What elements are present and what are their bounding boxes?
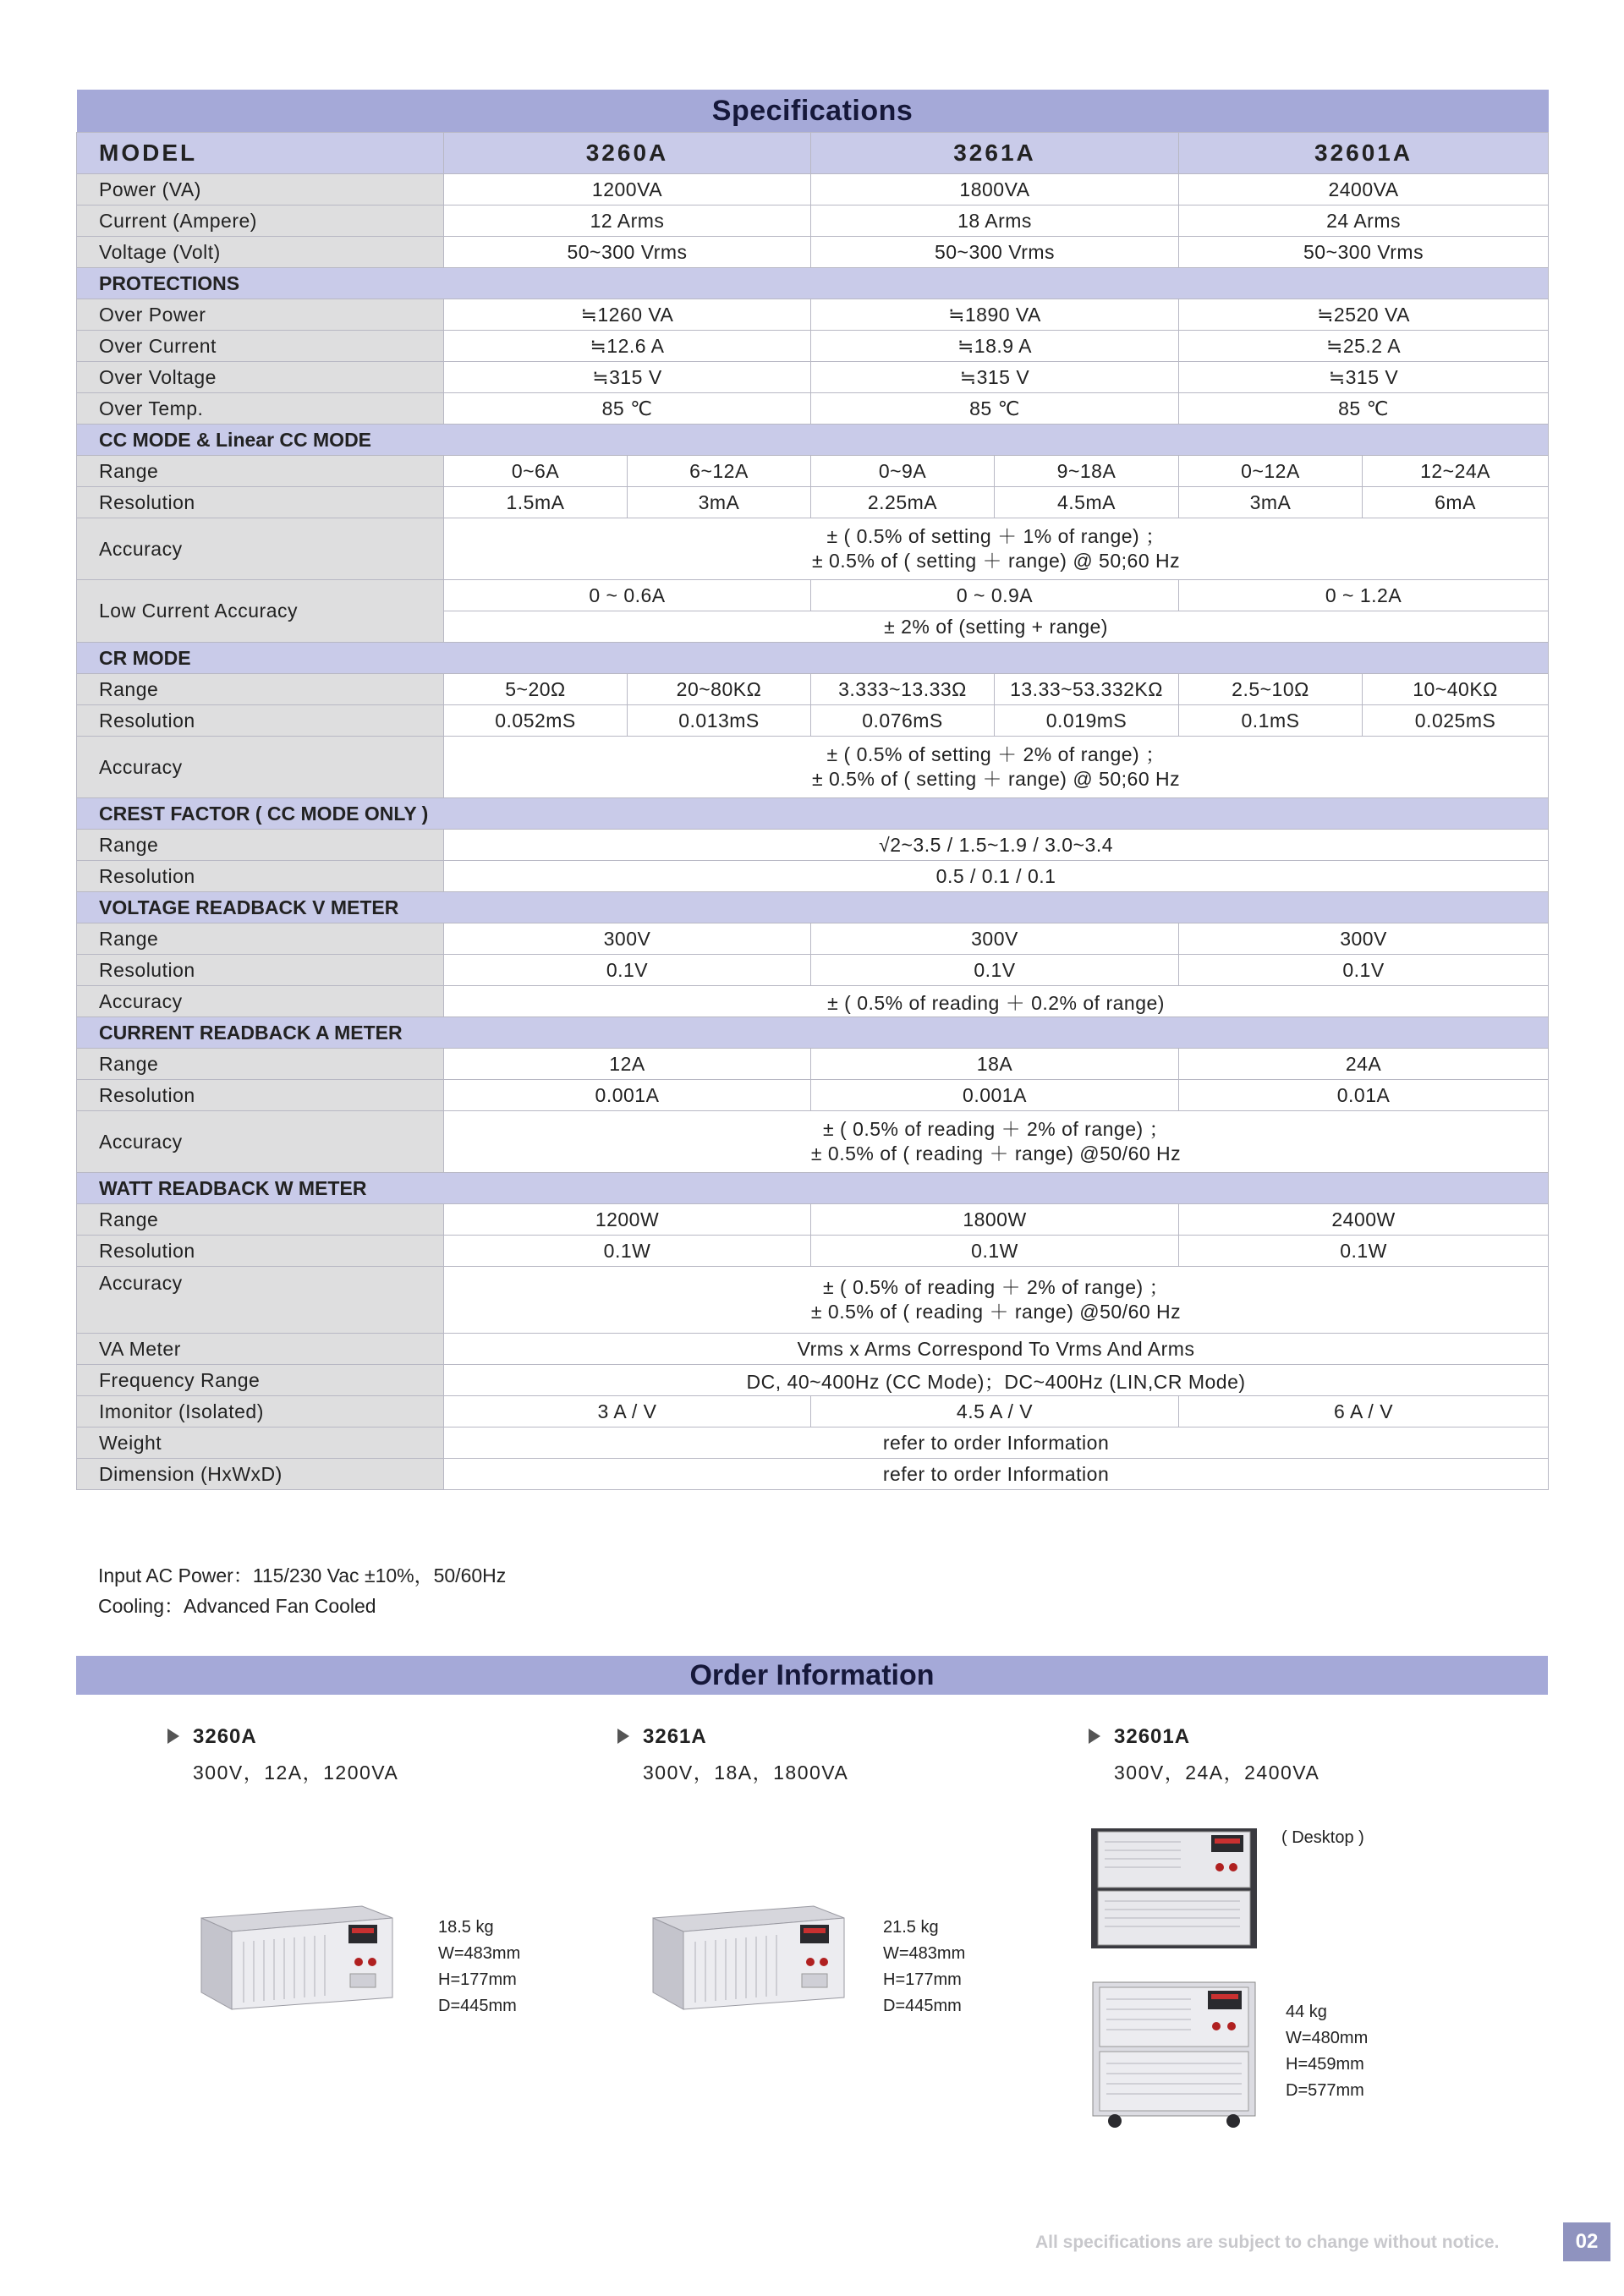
model-row xyxy=(77,133,1549,174)
depth-text: D=577mm xyxy=(1286,2081,1364,2100)
cell-value: 1200VA xyxy=(444,174,811,205)
cell-value: 6mA xyxy=(1363,487,1549,518)
row-label: Dimension (HxWxD) xyxy=(77,1459,444,1490)
cell-value: 0.01A xyxy=(1179,1080,1549,1111)
cell-value: 0.019mS xyxy=(995,705,1179,737)
row-label: Range xyxy=(77,1204,444,1236)
cr-resolution-row xyxy=(77,705,1549,737)
crest-range-row xyxy=(77,830,1549,861)
cell-value: 0.5 / 0.1 / 0.1 xyxy=(444,861,1549,892)
section-crest-factor xyxy=(77,798,1549,830)
cell-value: 2400VA xyxy=(1179,174,1549,205)
product-image-32601a-desktop xyxy=(1088,1825,1260,1952)
cr-accuracy-row xyxy=(77,737,1549,798)
cell-value: 85 ℃ xyxy=(811,393,1179,425)
specifications-section xyxy=(76,90,1548,1490)
section-header: CC MODE & Linear CC MODE xyxy=(77,425,1549,456)
frequency-range-row xyxy=(77,1365,1549,1396)
order-information-title: Order Information xyxy=(76,1656,1548,1695)
page-number: 02 xyxy=(1563,2222,1610,2261)
row-label: Imonitor (Isolated) xyxy=(77,1396,444,1427)
cell-value: ± 2% of (setting + range) xyxy=(444,611,1549,643)
wmeter-accuracy-row xyxy=(77,1267,1549,1334)
cell-value: Vrms x Arms Correspond To Vrms And Arms xyxy=(444,1334,1549,1365)
row-label: Frequency Range xyxy=(77,1365,444,1396)
row-label: Power (VA) xyxy=(77,174,444,205)
cell-value: 4.5 A / V xyxy=(811,1396,1179,1427)
accuracy-line-2: ± 0.5% of ( reading ＋ range) @50/60 Hz xyxy=(810,1143,1182,1164)
spec-table xyxy=(76,90,1549,1490)
cell-value: 0 ~ 0.6A xyxy=(444,580,811,611)
cell-value: 0.1W xyxy=(1179,1236,1549,1267)
cell-value: refer to order Information xyxy=(444,1459,1549,1490)
cell-value: 300V xyxy=(444,923,811,955)
cell-value: 0~6A xyxy=(444,456,628,487)
vmeter-range-row xyxy=(77,923,1549,955)
cell-value: 20~80KΩ xyxy=(628,674,811,705)
product-name-text: 3261A xyxy=(643,1725,707,1748)
cell-value: 13.33~53.332KΩ xyxy=(995,674,1179,705)
weight-row xyxy=(77,1427,1549,1459)
cell-value: refer to order Information xyxy=(444,1427,1549,1459)
cell-value: 85 ℃ xyxy=(1179,393,1549,425)
model-3260a: 3260A xyxy=(444,133,811,174)
cell-value: DC, 40~400Hz (CC Mode)；DC~400Hz (LIN,CR Mode) xyxy=(444,1365,1549,1396)
row-label: Resolution xyxy=(77,861,444,892)
cell-value: 3mA xyxy=(1179,487,1363,518)
crest-resolution-row xyxy=(77,861,1549,892)
cell-value: 0~9A xyxy=(811,456,995,487)
over-voltage-row xyxy=(77,362,1549,393)
cell-value: ≒1260 VA xyxy=(444,299,811,331)
over-power-row xyxy=(77,299,1549,331)
row-label: Range xyxy=(77,456,444,487)
desktop-tag: ( Desktop ) xyxy=(1281,1828,1364,1847)
cell-value xyxy=(444,737,1549,798)
spec-title: Specifications xyxy=(77,90,1549,133)
cell-value: ≒12.6 A xyxy=(444,331,811,362)
cc-resolution-row xyxy=(77,487,1549,518)
cell-value: √2~3.5 / 1.5~1.9 / 3.0~3.4 xyxy=(444,830,1549,861)
cell-value: 85 ℃ xyxy=(444,393,811,425)
cell-value: 4.5mA xyxy=(995,487,1179,518)
row-label: Accuracy xyxy=(77,518,444,580)
cell-value: 0.1V xyxy=(811,955,1179,986)
row-label: Over Current xyxy=(77,331,444,362)
product-image-3261a xyxy=(645,1903,848,2014)
row-label: Accuracy xyxy=(77,1267,444,1334)
cell-value: 6~12A xyxy=(628,456,811,487)
width-text: W=483mm xyxy=(883,1944,966,1963)
product-description: 300V，24A，2400VA xyxy=(1114,1762,1320,1784)
row-label: Current (Ampere) xyxy=(77,205,444,237)
section-header: VOLTAGE READBACK V METER xyxy=(77,892,1549,923)
row-label: Weight xyxy=(77,1427,444,1459)
section-header: CR MODE xyxy=(77,643,1549,674)
product-specs-3261a xyxy=(883,1915,965,2019)
accuracy-line-1: ± ( 0.5% of reading ＋ 2% of range) ； xyxy=(823,1118,1170,1140)
over-current-row xyxy=(77,331,1549,362)
section-header: WATT READBACK W METER xyxy=(77,1173,1549,1204)
cell-value: 300V xyxy=(1179,923,1549,955)
product-name xyxy=(1084,1725,1320,1754)
cell-value: ± ( 0.5% of reading ＋ 0.2% of range) xyxy=(444,986,1549,1017)
product-description: 300V，12A，1200VA xyxy=(193,1762,399,1784)
triangle-bullet-icon xyxy=(1089,1729,1100,1744)
cooling-note: Cooling：Advanced Fan Cooled xyxy=(98,1595,376,1617)
cell-value: 18A xyxy=(811,1049,1179,1080)
cr-range-row xyxy=(77,674,1549,705)
accuracy-line-1: ± ( 0.5% of setting ＋ 1% of range) ； xyxy=(826,525,1166,547)
cell-value: 0.013mS xyxy=(628,705,811,737)
cell-value: 0.025mS xyxy=(1363,705,1549,737)
row-label: Range xyxy=(77,1049,444,1080)
dimension-row xyxy=(77,1459,1549,1490)
product-name-text: 32601A xyxy=(1114,1725,1191,1748)
cell-value: 12 Arms xyxy=(444,205,811,237)
row-label: Range xyxy=(77,923,444,955)
model-32601a: 32601A xyxy=(1179,133,1549,174)
row-label: Voltage (Volt) xyxy=(77,237,444,268)
section-voltage-readback xyxy=(77,892,1549,923)
cell-value: 0.052mS xyxy=(444,705,628,737)
cell-value: 0.1mS xyxy=(1179,705,1363,737)
cell-value: 12~24A xyxy=(1363,456,1549,487)
section-protections xyxy=(77,268,1549,299)
product-specs-32601a xyxy=(1286,1999,1368,2104)
row-label: Resolution xyxy=(77,487,444,518)
ameter-resolution-row xyxy=(77,1080,1549,1111)
imonitor-row xyxy=(77,1396,1549,1427)
cell-value: 1800VA xyxy=(811,174,1179,205)
cell-value: 3mA xyxy=(628,487,811,518)
model-label: MODEL xyxy=(77,133,444,174)
accuracy-line-2: ± 0.5% of ( setting ＋ range) @ 50;60 Hz xyxy=(811,550,1181,572)
row-label: Resolution xyxy=(77,1080,444,1111)
ameter-range-row xyxy=(77,1049,1549,1080)
weight-text: 18.5 kg xyxy=(438,1918,494,1937)
cell-value: 18 Arms xyxy=(811,205,1179,237)
cell-value: ≒315 V xyxy=(1179,362,1549,393)
row-label: Over Power xyxy=(77,299,444,331)
cell-value: 5~20Ω xyxy=(444,674,628,705)
row-label: Range xyxy=(77,830,444,861)
cell-value: 0 ~ 1.2A xyxy=(1179,580,1549,611)
row-label: Accuracy xyxy=(77,986,444,1017)
product-3260a xyxy=(163,1725,398,1785)
section-header: PROTECTIONS xyxy=(77,268,1549,299)
row-label: Resolution xyxy=(77,1236,444,1267)
cell-value: 12A xyxy=(444,1049,811,1080)
vmeter-accuracy-row xyxy=(77,986,1549,1017)
section-cc-mode xyxy=(77,425,1549,456)
width-text: W=483mm xyxy=(438,1944,521,1963)
product-description: 300V，18A，1800VA xyxy=(643,1762,849,1784)
weight-text: 44 kg xyxy=(1286,2003,1327,2021)
va-meter-row xyxy=(77,1334,1549,1365)
cc-range-row xyxy=(77,456,1549,487)
accuracy-line-2: ± 0.5% of ( reading ＋ range) @50/60 Hz xyxy=(810,1301,1182,1323)
vmeter-resolution-row xyxy=(77,955,1549,986)
cell-value: ≒315 V xyxy=(444,362,811,393)
cell-value: 2400W xyxy=(1179,1204,1549,1236)
footer-notice: All specifications are subject to change without notice. xyxy=(1035,2233,1500,2252)
height-text: H=459mm xyxy=(1286,2055,1364,2074)
row-label: Accuracy xyxy=(77,737,444,798)
cell-value: 9~18A xyxy=(995,456,1179,487)
width-text: W=480mm xyxy=(1286,2029,1369,2047)
cell-value: 0.076mS xyxy=(811,705,995,737)
cell-value: 1200W xyxy=(444,1204,811,1236)
product-3261a xyxy=(613,1725,848,1785)
accuracy-line-2: ± 0.5% of ( setting ＋ range) @ 50;60 Hz xyxy=(811,768,1181,790)
depth-text: D=445mm xyxy=(883,1997,962,2015)
cell-value: 3 A / V xyxy=(444,1396,811,1427)
product-name-text: 3260A xyxy=(193,1725,257,1748)
model-3261a: 3261A xyxy=(811,133,1179,174)
cell-value: 0 ~ 0.9A xyxy=(811,580,1179,611)
cell-value xyxy=(444,518,1549,580)
triangle-bullet-icon xyxy=(167,1729,179,1744)
row-label: Low Current Accuracy xyxy=(77,580,444,643)
cc-accuracy-row xyxy=(77,518,1549,580)
cell-value: 0.001A xyxy=(811,1080,1179,1111)
cell-value: 0~12A xyxy=(1179,456,1363,487)
current-row xyxy=(77,205,1549,237)
power-row xyxy=(77,174,1549,205)
cell-value: ≒2520 VA xyxy=(1179,299,1549,331)
cell-value: 0.1W xyxy=(444,1236,811,1267)
weight-text: 21.5 kg xyxy=(883,1918,939,1937)
section-header: CURRENT READBACK A METER xyxy=(77,1017,1549,1049)
over-temp-row xyxy=(77,393,1549,425)
product-name xyxy=(163,1725,398,1754)
section-watt-readback xyxy=(77,1173,1549,1204)
ameter-accuracy-row xyxy=(77,1111,1549,1173)
input-power-note: Input AC Power：115/230 Vac ±10%，50/60Hz xyxy=(98,1564,507,1586)
cell-value: ≒18.9 A xyxy=(811,331,1179,362)
row-label: Resolution xyxy=(77,705,444,737)
spec-title-row xyxy=(77,90,1549,133)
height-text: H=177mm xyxy=(438,1970,517,1989)
cell-value: 1.5mA xyxy=(444,487,628,518)
cell-value: 50~300 Vrms xyxy=(1179,237,1549,268)
row-label: Over Temp. xyxy=(77,393,444,425)
cell-value: 300V xyxy=(811,923,1179,955)
voltage-row xyxy=(77,237,1549,268)
cell-value: 24A xyxy=(1179,1049,1549,1080)
height-text: H=177mm xyxy=(883,1970,962,1989)
cell-value: 0.001A xyxy=(444,1080,811,1111)
depth-text: D=445mm xyxy=(438,1997,517,2015)
product-image-32601a-cart xyxy=(1089,1979,1259,2129)
cell-value: 50~300 Vrms xyxy=(811,237,1179,268)
row-label: Accuracy xyxy=(77,1111,444,1173)
cell-value: 50~300 Vrms xyxy=(444,237,811,268)
row-label: Over Voltage xyxy=(77,362,444,393)
cell-value: 0.1W xyxy=(811,1236,1179,1267)
row-label: Range xyxy=(77,674,444,705)
cell-value: ≒315 V xyxy=(811,362,1179,393)
power-notes xyxy=(98,1560,506,1621)
triangle-bullet-icon xyxy=(617,1729,629,1744)
cell-value: ≒1890 VA xyxy=(811,299,1179,331)
section-current-readback xyxy=(77,1017,1549,1049)
row-label: Resolution xyxy=(77,955,444,986)
cell-value: 10~40KΩ xyxy=(1363,674,1549,705)
cell-value: 2.5~10Ω xyxy=(1179,674,1363,705)
section-cr-mode xyxy=(77,643,1549,674)
product-specs-3260a xyxy=(438,1915,520,2019)
cell-value: 3.333~13.33Ω xyxy=(811,674,995,705)
wmeter-range-row xyxy=(77,1204,1549,1236)
cell-value: ≒25.2 A xyxy=(1179,331,1549,362)
cell-value xyxy=(444,1267,1549,1334)
product-name xyxy=(613,1725,848,1754)
cell-value: 0.1V xyxy=(1179,955,1549,986)
cell-value: 2.25mA xyxy=(811,487,995,518)
accuracy-line-1: ± ( 0.5% of setting ＋ 2% of range) ； xyxy=(826,743,1166,765)
wmeter-resolution-row xyxy=(77,1236,1549,1267)
section-header: CREST FACTOR ( CC MODE ONLY ) xyxy=(77,798,1549,830)
product-32601a xyxy=(1084,1725,1320,1785)
accuracy-line-1: ± ( 0.5% of reading ＋ 2% of range) ； xyxy=(823,1276,1170,1298)
cell-value: 1800W xyxy=(811,1204,1179,1236)
product-image-3260a xyxy=(193,1903,396,2014)
cell-value: 0.1V xyxy=(444,955,811,986)
row-label: VA Meter xyxy=(77,1334,444,1365)
cell-value: 6 A / V xyxy=(1179,1396,1549,1427)
cell-value: 24 Arms xyxy=(1179,205,1549,237)
low-current-row-1 xyxy=(77,580,1549,611)
cell-value xyxy=(444,1111,1549,1173)
